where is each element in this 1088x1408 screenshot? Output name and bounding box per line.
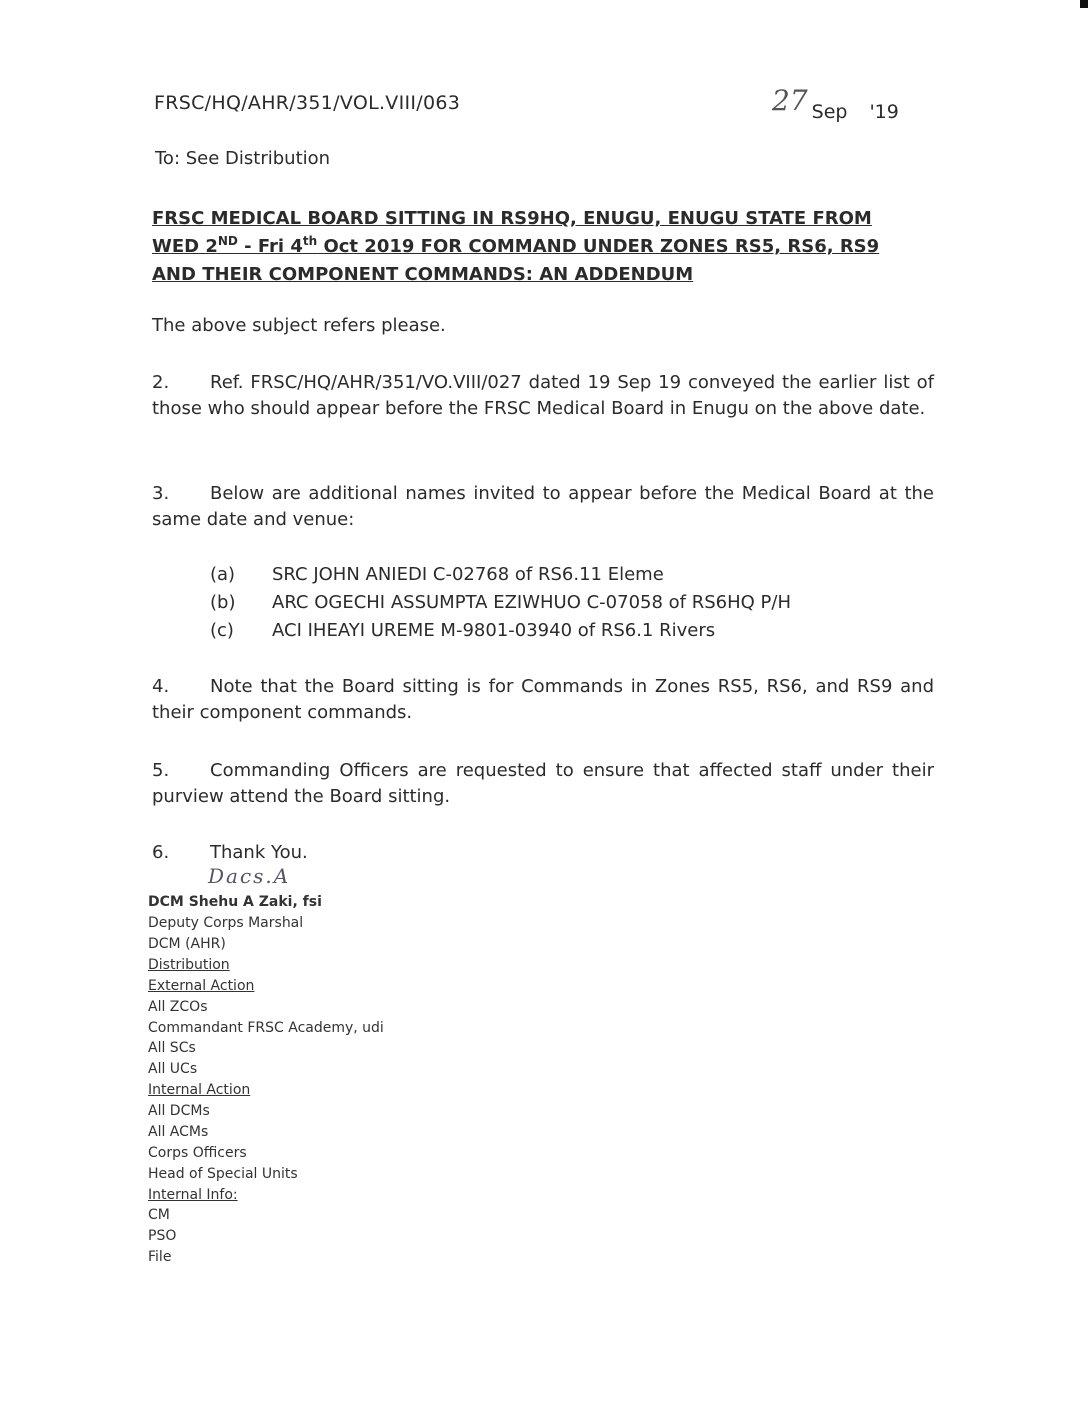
paragraph-4 <box>152 674 934 726</box>
date-day-handwritten: 27 <box>772 84 808 117</box>
signatory-name: DCM Shehu A Zaki, fsi <box>148 894 322 910</box>
name-item-b <box>210 592 791 613</box>
paragraph-5 <box>152 758 934 810</box>
distribution-item: Head of Special Units <box>148 1166 298 1182</box>
handwritten-signature: Dacs.A <box>208 864 291 888</box>
paragraph-1: The above subject refers please. <box>152 315 446 336</box>
distribution-item: All ZCOs <box>148 999 208 1015</box>
distribution-heading: Distribution <box>148 957 230 973</box>
distribution-item: Corps Officers <box>148 1145 247 1161</box>
internal-info-heading: Internal Info: <box>148 1187 238 1203</box>
paragraph-3 <box>152 481 934 533</box>
distribution-item: CM <box>148 1207 170 1223</box>
name-item-a <box>210 564 664 585</box>
date-month: Sep <box>811 101 848 123</box>
distribution-item: All ACMs <box>148 1124 209 1140</box>
to-line: To: See Distribution <box>155 148 331 169</box>
item-label: (a) <box>210 564 236 585</box>
signatory-office: DCM (AHR) <box>148 936 226 952</box>
paragraph-text: Commanding Officers are requested to ensure that affected staff under their purview attend the Board sitting. <box>152 760 934 807</box>
item-label: (b) <box>210 592 236 613</box>
distribution-item: All SCs <box>148 1040 196 1056</box>
date-year: '19 <box>869 101 899 123</box>
paragraph-text: Thank You. <box>210 842 308 863</box>
paragraph-2 <box>152 370 934 422</box>
subject-line-3: AND THEIR COMPONENT COMMANDS: AN ADDENDUM <box>152 264 694 285</box>
distribution-item: All DCMs <box>148 1103 210 1119</box>
distribution-item: Commandant FRSC Academy, udi <box>148 1020 384 1036</box>
subject-line-1: FRSC MEDICAL BOARD SITTING IN RS9HQ, ENUGU, ENUGU STATE FROM <box>152 208 872 229</box>
scan-edge-mark <box>1080 0 1088 8</box>
paragraph-text: Note that the Board sitting is for Commands in Zones RS5, RS6, and RS9 and their component commands. <box>152 676 934 723</box>
paragraph-number: 2. <box>152 372 170 393</box>
item-text: SRC JOHN ANIEDI C-02768 of RS6.11 Eleme <box>272 564 664 585</box>
paragraph-number: 6. <box>152 842 170 863</box>
paragraph-number: 4. <box>152 676 170 697</box>
paragraph-text: Below are additional names invited to appear before the Medical Board at the same date and venue: <box>152 483 934 530</box>
item-text: ARC OGECHI ASSUMPTA EZIWHUO C-07058 of RS6HQ P/H <box>272 592 791 613</box>
reference-number: FRSC/HQ/AHR/351/VOL.VIII/063 <box>154 92 461 114</box>
item-text: ACI IHEAYI UREME M-9801-03940 of RS6.1 Rivers <box>272 620 716 641</box>
paragraph-number: 3. <box>152 483 170 504</box>
item-label: (c) <box>210 620 234 641</box>
distribution-item: PSO <box>148 1228 177 1244</box>
letter-date <box>772 84 899 123</box>
paragraph-6 <box>152 840 934 866</box>
name-item-c <box>210 620 715 641</box>
subject-heading <box>152 205 938 289</box>
paragraph-text: Ref. FRSC/HQ/AHR/351/VO.VIII/027 dated 19 Sep 19 conveyed the earlier list of those who should appear before the FRSC Medical Board in Enugu on the above date. <box>152 372 934 419</box>
external-action-heading: External Action <box>148 978 255 994</box>
paragraph-number: 5. <box>152 760 170 781</box>
distribution-item: File <box>148 1249 172 1265</box>
internal-action-heading: Internal Action <box>148 1082 251 1098</box>
signatory-title: Deputy Corps Marshal <box>148 915 304 931</box>
subject-line-2: WED 2ND - Fri 4th Oct 2019 FOR COMMAND UNDER ZONES RS5, RS6, RS9 <box>152 234 880 257</box>
distribution-item: All UCs <box>148 1061 198 1077</box>
